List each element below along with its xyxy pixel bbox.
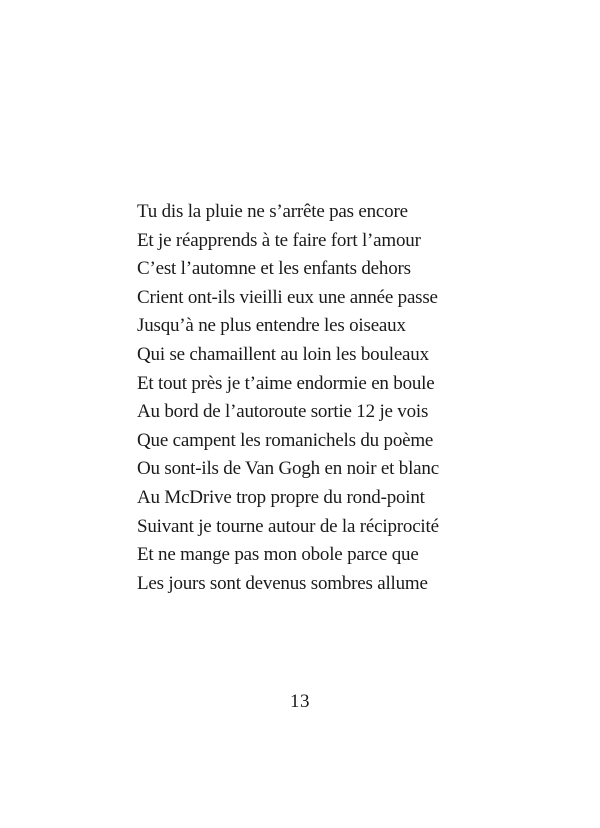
poem-line: Jusqu’à ne plus entendre les oiseaux	[137, 315, 406, 337]
page-number: 13	[290, 691, 310, 712]
poem-line: Ou sont-ils de Van Gogh en noir et blanc	[137, 458, 439, 480]
poem-line: C’est l’automne et les enfants dehors	[137, 258, 411, 280]
poem-line: Au bord de l’autoroute sortie 12 je vois	[137, 401, 429, 423]
poem-line: Suivant je tourne autour de la réciprocité	[137, 515, 439, 537]
poem-line: Et tout près je t’aime endormie en boule	[137, 372, 435, 394]
poem-line: Tu dis la pluie ne s’arrête pas encore	[137, 201, 408, 222]
poem-line: Que campent les romanichels du poème	[137, 429, 434, 451]
poem-line: Crient ont-ils vieilli eux une année passe	[137, 286, 438, 308]
poem-line: Et ne mange pas mon obole parce que	[137, 544, 419, 566]
poem-line: Au McDrive trop propre du rond-point	[137, 486, 425, 508]
poem-line: Qui se chamaillent au loin les bouleaux	[137, 343, 429, 365]
poem-stanza	[137, 198, 557, 598]
poem-line: Et je réapprends à te faire fort l’amour	[137, 229, 421, 251]
poem-line: Les jours sont devenus sombres allume	[137, 572, 428, 594]
